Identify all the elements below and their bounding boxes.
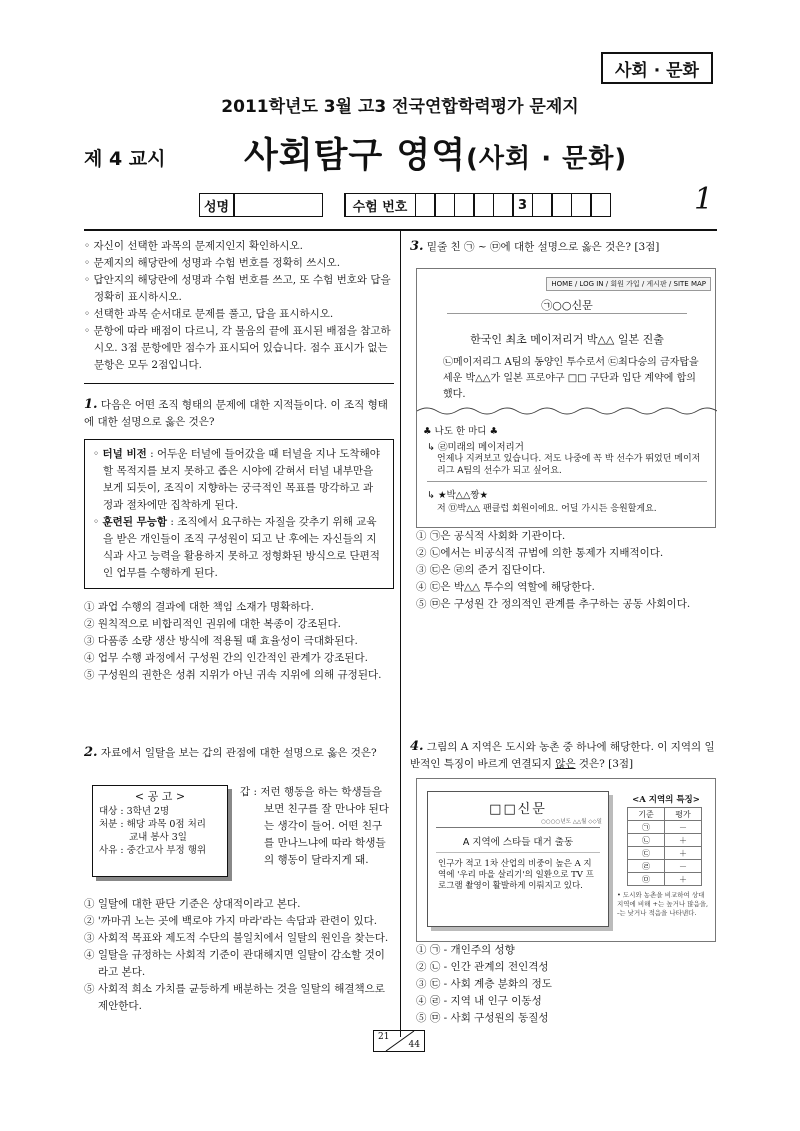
q1-item-1: ◦ 터널 비전 : 어두운 터널에 들어갔을 때 터널을 지나 도착해야 할 목적지를 보지 못하고 좁은 시야에 갇혀서 터널 내부만을 보게 되듯이, 조직이 지향하는 궁극적인 목표를 망각하고 과정과 절차에만 집착하게 된다. [93,448,380,511]
table-cell: ㉤ [628,873,665,886]
q4-stem-a: 그림의 A 지역은 도시와 농촌 중 하나에 해당한다. 이 지역의 일반적인 특징이 바르게 연결되지 [410,741,715,770]
table-header: 평가 [665,808,702,821]
comment-rule [427,481,707,482]
option[interactable]: ① ㉠은 공식적 사회화 기관이다. [416,530,566,542]
q3-webpage [416,268,716,528]
option[interactable]: ③ ㉢은 ㉣의 준거 집단이다. [416,564,546,576]
exam-no-cell[interactable] [493,193,514,217]
exam-no-cell[interactable] [571,193,592,217]
q4-headline: A 지역에 스타들 대거 출동 [462,837,574,848]
comment-author: ↳ ★박△△짱★ [427,490,488,501]
notice-item: ◦ 문항에 따라 배점이 다르니, 각 물음의 끝에 표시된 배점을 참고하시오. 3점 문항에만 점수가 표시되어 있습니다. 점수 표시가 없는 문항은 모두 2점입니다. [84,325,391,371]
table-row [628,860,702,873]
table-header: 기준 [628,808,665,821]
notice-line: 교내 봉사 3일 [129,832,187,843]
q4-article: 인구가 적고 1차 산업의 비중이 높은 A 지역에 '우리 마을 살리기'의 일환으로 TV 프로그램 촬영이 활발하게 이뤄지고 있다. [438,859,594,891]
exam-no-label: 수험 번호 [344,193,416,217]
subject-badge: 사회 · 문화 [601,52,713,84]
notice-item: ◦ 답안지의 해당란에 성명과 수험 번호를 쓰고, 또 수험 번호와 답을 정확히 표시하시오. [84,274,391,303]
table-cell: － [665,860,702,873]
notice-rule [84,383,394,384]
q4-stem-b: 것은? [3점] [575,758,634,770]
comment-text: 저 ㉤박△△ 팬클럽 회원이에요. 어딜 가시든 응원할게요. [437,504,657,514]
exam-no-cell[interactable] [434,193,455,217]
question-1 [84,396,394,684]
q1-item1-term: 터널 비전 [102,448,147,460]
exam-title: 2011학년도 3월 고3 전국연합학력평가 문제지 [221,97,579,117]
page-counter [373,1030,425,1052]
site-nav-bar[interactable]: HOME / LOG IN / 회원 가입 / 게시판 / SITE MAP [546,277,711,291]
option[interactable]: ⑤ ㉤ - 사회 구성원의 동질성 [416,1012,549,1024]
q3-options [416,528,716,613]
table-cell: － [665,821,702,834]
exam-no-cell[interactable] [415,193,436,217]
table-row [628,821,702,834]
option[interactable]: ⑤ 사회적 희소 가치를 균등하게 배분하는 것을 일탈의 해결책으로 제안한다. [84,983,385,1012]
table-cell: ㉡ [628,834,665,847]
q1-item-2: ◦ 훈련된 무능함 : 조직에서 요구하는 자질을 갖추기 위해 교육을 받은 개인들이 조직 구성원이 되고 난 후에는 자신들의 지식과 사고 능력을 활용하지 못하고 정형화된 방식으로 단편적인 업무를 수행하게 된다. [93,516,380,579]
question-number: 1. [84,397,98,412]
option[interactable]: ② 원칙적으로 비합리적인 권위에 대한 복종이 강조된다. [84,618,342,630]
q1-item2-text: : 조직에서 요구하는 자질을 갖추기 위해 교육을 받은 개인들이 조직 구성원이 되고 난 후에는 자신들의 지식과 사고 능력을 활용하지 못하고 정형화된 방식으로 단편적인 업무를 수행하게 된다. [103,516,380,579]
page-title [244,128,627,178]
exam-no-cell[interactable] [454,193,475,217]
main-title-sub: (사회 · 문화) [466,144,628,174]
table-row [628,808,702,821]
footer-page: 21 [378,1032,390,1042]
q2-options [84,896,394,1015]
name-label: 성명 [199,193,235,217]
site-rule [447,313,687,314]
question-stem [410,238,717,256]
table-row [628,873,702,886]
notice-item: ◦ 자신이 선택한 과목의 문제지인지 확인하시오. [84,240,303,252]
question-number: 4. [410,739,424,754]
exam-no-digit: 3 [512,193,533,217]
table-cell: ＋ [665,847,702,860]
q4-paper-name: □□신문 [489,802,547,817]
q4-table-note: • 도시와 농촌을 비교하여 상대 지역에 비해 +는 높거나 많음을, -는 낮거나 적음을 나타낸다. [617,891,709,917]
notice-line: 처분 : 해당 과목 0점 처리 [99,819,206,830]
option[interactable]: ④ ㉣ - 지역 내 인구 이동성 [416,995,542,1007]
notice-item: ◦ 선택한 과목 순서대로 문제를 풀고, 답을 표시하시오. [84,308,334,320]
table-cell: ㉢ [628,847,665,860]
q4-table-title: <A 지역의 특징> [632,795,700,805]
exam-no-cell[interactable] [551,193,572,217]
q4-table [627,807,702,886]
q4-options [416,942,716,1027]
footer-total: 44 [408,1040,420,1050]
notice-title: < 공 고 > [134,790,186,803]
option[interactable]: ① ㉠ - 개인주의 성향 [416,944,515,956]
option[interactable]: ① 일탈에 대한 판단 기준은 상대적이라고 본다. [84,898,301,910]
question-stem [84,744,394,762]
q4-stem-emphasis: 않은 [555,758,576,770]
page-number: 1 [694,182,714,217]
notice-line: 사유 : 중간고사 부정 행위 [99,845,207,856]
option[interactable]: ⑤ ㉤은 구성원 간 정의적인 관계를 추구하는 공동 사회이다. [416,598,691,610]
table-cell: ㉣ [628,860,665,873]
notice-list [84,238,394,374]
q1-item2-term: 훈련된 무능함 [102,516,168,528]
site-headline: 한국인 최초 메이저리거 박△△ 일본 진출 [470,333,664,346]
name-field[interactable] [233,193,323,217]
question-number: 3. [410,239,424,254]
option[interactable]: ④ ㉢은 박△△ 투수의 역할에 해당한다. [416,581,595,593]
site-paper-name: ㉠○○신문 [541,299,593,312]
question-4 [410,738,717,773]
table-cell: ㉠ [628,821,665,834]
q1-item1-text: : 어두운 터널에 들어갔을 때 터널을 지나 도착해야 할 목적지를 보지 못하고 좁은 시야에 갇혀서 터널 내부만을 보게 되듯이, 조직이 지향하는 궁극적인 목표를 망각하고 과정과 절차에만 집착하게 된다. [103,448,380,511]
id-row [200,193,611,217]
option[interactable]: ⑤ 구성원의 권한은 성취 지위가 아닌 귀속 지위에 의해 규정된다. [84,669,382,681]
option[interactable]: ③ ㉢ - 사회 계층 분화의 정도 [416,978,552,990]
q1-passage-box [84,439,394,589]
q2-notice-card [92,785,232,881]
id-spacer [322,193,346,217]
exam-no-cell[interactable] [590,193,611,217]
notice-item: ◦ 문제지의 해당란에 성명과 수험 번호를 정확히 쓰시오. [84,257,341,269]
site-article: ㉡메이저리그 A팀의 동양인 투수로서 ㉢최다승의 금자탑을 세운 박△△가 일본 프로야구 □□ 구단과 입단 계약에 합의했다. [443,357,699,400]
q2-stem: 자료에서 일탈을 보는 갑의 관점에 대한 설명으로 옳은 것은? [100,747,377,759]
table-cell: ＋ [665,834,702,847]
table-row [628,847,702,860]
period-label: 제 4 교시 [84,148,166,170]
option[interactable]: ② ㉡ - 인간 관계의 전인격성 [416,961,549,973]
column-divider [400,231,401,1037]
table-row [628,834,702,847]
comment-author: ↳ ㉣미래의 메이저리거 [427,442,524,453]
option[interactable]: ③ 다품종 소량 생산 방식에 적용될 때 효율성이 극대화된다. [84,635,358,647]
comment-text: 언제나 지켜보고 있습니다. 저도 나중에 꼭 박 선수가 뛰었던 메이저리그 A팀의 선수가 되고 싶어요. [437,454,701,476]
notice-section [84,238,394,374]
exam-no-cell[interactable] [532,193,553,217]
q2-gap-statement: 갑 : 저런 행동을 하는 학생들을 보면 친구를 잘 만나야 된다는 생각이 들어. 어떤 친구를 만나느냐에 따라 학생들의 행동이 달라지게 돼. [240,786,389,866]
wave-divider [417,405,717,417]
option[interactable]: ② '까마귀 노는 곳에 백로야 가지 마라'라는 속담과 관련이 있다. [84,915,378,927]
notice-line: 대상 : 3학년 2명 [99,806,170,817]
question-stem [84,396,394,431]
q1-options [84,599,394,684]
q4-paper-date: ○○○○년도 △△월 ◇◇일 [541,819,602,825]
option[interactable]: ④ 일탈을 규정하는 사회적 기준이 관대해지면 일탈이 감소할 것이라고 본다. [84,949,385,978]
exam-no-cell[interactable] [473,193,494,217]
option[interactable]: ③ 사회적 목표와 제도적 수단의 불일치에서 일탈의 원인을 찾는다. [84,932,389,944]
question-3 [410,238,717,256]
q3-stem: 밑줄 친 ㉠ ~ ㉤에 대한 설명으로 옳은 것은? [3점] [426,241,660,253]
question-number: 2. [84,745,98,760]
main-title-text: 사회탐구 영역 [244,136,467,176]
comment-header: ♣ 나도 한 마디 ♣ [423,426,498,437]
q1-stem: 다음은 어떤 조직 형태의 문제에 대한 지적들이다. 이 조직 형태에 대한 설명으로 옳은 것은? [84,399,388,428]
question-2 [84,744,394,762]
table-cell: ＋ [665,873,702,886]
q4-figure [416,778,716,942]
option[interactable]: ④ 업무 수행 과정에서 구성원 간의 인간적인 관계가 강조된다. [84,652,368,664]
option[interactable]: ① 과업 수행의 결과에 대한 책임 소재가 명확하다. [84,601,314,613]
q4-newspaper [427,791,609,927]
option[interactable]: ② ㉡에서는 비공식적 규범에 의한 통제가 지배적이다. [416,547,664,559]
